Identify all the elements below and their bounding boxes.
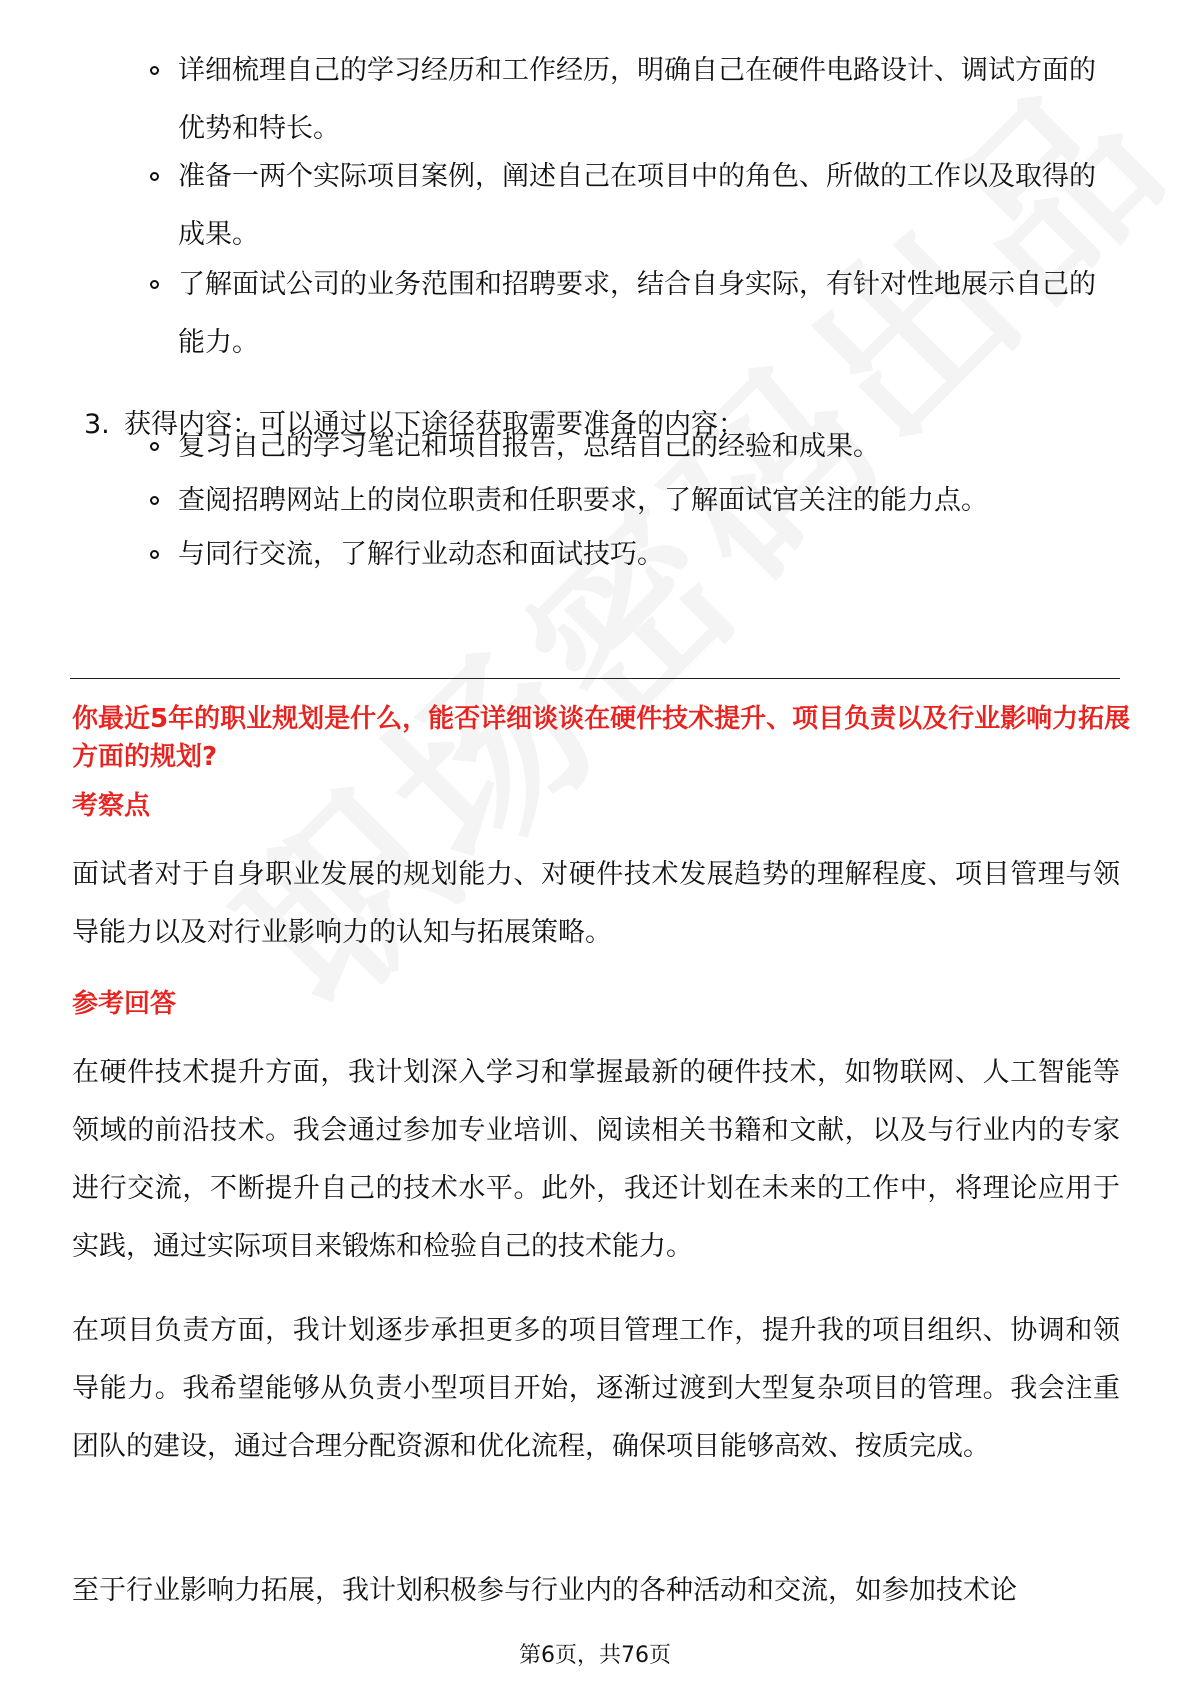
list-item-text: 与同行交流，了解行业动态和面试技巧。 <box>178 539 664 570</box>
page-footer: 第6页，共76页 <box>519 1643 671 1668</box>
sub-list-sources <box>150 418 1110 580</box>
list-item <box>150 472 1110 526</box>
circle-bullet-icon <box>150 496 159 505</box>
list-item-text: 了解面试公司的业务范围和招聘要求，结合自身实际，有针对性地展示自己的能力。 <box>178 269 1096 358</box>
circle-bullet-icon <box>150 550 159 559</box>
list-item-text: 准备一两个实际项目案例，阐述自己在项目中的角色、所做的工作以及取得的成果。 <box>178 161 1096 250</box>
circle-bullet-icon <box>150 280 159 289</box>
assessment-text: 面试者对于自身职业发展的规划能力、对硬件技术发展趋势的理解程度、项目管理与领导能力以及对行业影响力的认知与拓展策略。 <box>72 859 1120 948</box>
list-item-text: 查阅招聘网站上的岗位职责和任职要求，了解面试官关注的能力点。 <box>178 485 988 516</box>
assessment-label: 考察点 <box>72 791 151 821</box>
list-item-text: 详细梳理自己的学习经历和工作经历，明确自己在硬件电路设计、调试方面的优势和特长。 <box>178 55 1096 144</box>
interview-question: 你最近5年的职业规划是什么，能否详细谈谈在硬件技术提升、项目负责以及行业影响力拓展方面的规划? <box>72 704 1131 772</box>
circle-bullet-icon <box>150 442 159 451</box>
answer-label: 参考回答 <box>72 989 177 1019</box>
answer-paragraph: 在项目负责方面，我计划逐步承担更多的项目管理工作，提升我的项目组织、协调和领导能力。我希望能够从负责小型项目开始，逐渐过渡到大型复杂项目的管理。我会注重团队的建设，通过合理分配资源和优化流程，确保项目能够高效、按质完成。 <box>72 1315 1120 1462</box>
list-item <box>150 256 1110 364</box>
circle-bullet-icon <box>150 172 159 181</box>
list-item <box>150 418 1110 472</box>
answer-paragraph: 至于行业影响力拓展，我计划积极参与行业内的各种活动和交流，如参加技术论 <box>72 1575 1017 1606</box>
circle-bullet-icon <box>150 66 159 75</box>
list-number: 3. <box>84 409 110 440</box>
sub-list-preparation <box>150 42 1110 364</box>
answer-paragraph: 在硬件技术提升方面，我计划深入学习和掌握最新的硬件技术，如物联网、人工智能等领域的前沿技术。我会通过参加专业培训、阅读相关书籍和文献，以及与行业内的专家进行交流，不断提升自己的技术水平。此外，我还计划在未来的工作中，将理论应用于实践，通过实际项目来锻炼和检验自己的技术能力。 <box>72 1057 1120 1262</box>
list-item <box>150 42 1110 148</box>
list-item <box>150 148 1110 256</box>
numbered-item-text: 获得内容：可以通过以下途径获取需要准备的内容： <box>124 409 745 440</box>
section-divider <box>70 678 1120 679</box>
list-item <box>150 526 1110 580</box>
list-item-text: 复习自己的学习笔记和项目报告，总结自己的经验和成果。 <box>178 431 880 462</box>
